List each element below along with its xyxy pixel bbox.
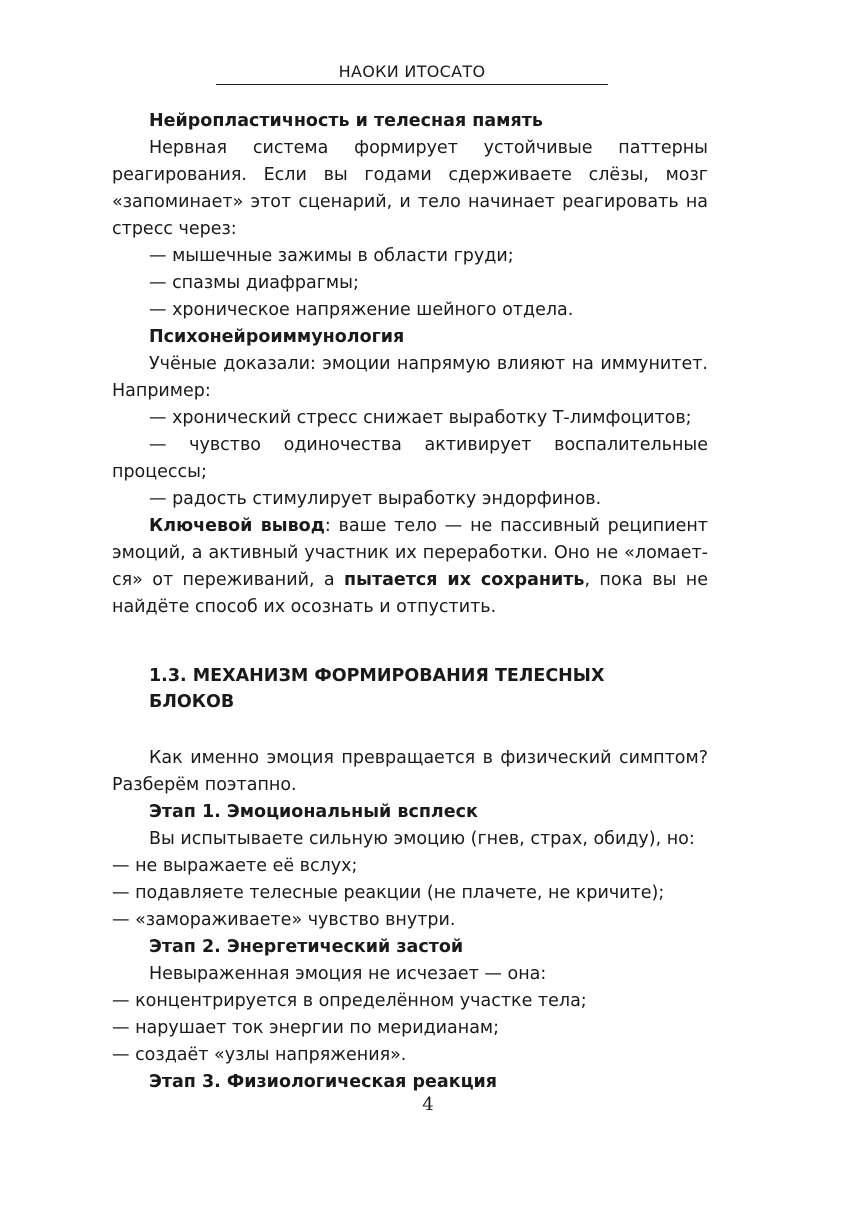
conclusion-paragraph [112,513,708,621]
list-item: — создаёт «узлы напряжения». [112,1045,407,1065]
stage-heading-2: Этап 2. Энергетический застой [149,937,464,957]
section-intro-neuroplasticity: Нервная система формирует устойчивые паттерны реагирования. Если вы годами сдерживаете слёзы, мозг «запоминает» этот сценарий, и тело начинает реагировать на стресс через: [112,138,708,239]
list-item: — нарушает ток энергии по меридианам; [112,1018,500,1038]
conclusion-text-1: : ваше тело — не пассивный реципиент эмоций, а активный участник их переработки. Оно не «ломается» от переживаний, а [112,516,708,590]
list-item: — концентрируется в определённом участке тела; [112,991,587,1011]
list-item: — чувство одиночества активирует воспалительные процессы; [112,435,708,482]
list-item: — хронический стресс снижает выработку Т-лимфоцитов; [149,408,692,428]
list-item: — спазмы диафрагмы; [149,273,359,293]
chapter-title [112,663,708,715]
stage-intro-2: Невыраженная эмоция не исчезает — она: [149,964,547,984]
section-heading-neuroplasticity: Нейропластичность и телесная память [149,111,543,131]
text-column [112,108,708,1096]
list-item: — мышечные зажимы в области груди; [149,246,514,266]
list-item: — «замораживаете» чувство внутри. [112,910,456,930]
chapter-title-line-1: 1.3. МЕХАНИЗМ ФОРМИРОВАНИЯ ТЕЛЕСНЫХ [149,666,605,686]
stage-heading-1: Этап 1. Эмоциональный всплеск [149,802,478,822]
chapter-title-line-2: БЛОКОВ [149,692,235,712]
section-heading-psychoneuroimmunology: Психонейроиммунология [149,327,405,347]
running-header: НАОКИ ИТОСАТО [216,62,608,85]
section-intro-psychoneuroimmunology: Учёные доказали: эмоции напрямую влияют на иммунитет. Например: [112,354,708,401]
list-item: — хроническое напряжение шейного отдела. [149,300,574,320]
conclusion-text-2: , пока вы не найдёте способ их осознать и отпустить. [112,570,708,617]
stage-heading-3: Этап 3. Физиологическая реакция [149,1072,498,1092]
list-item: — не выражаете её вслух; [112,856,358,876]
conclusion-lead: Ключевой вывод [149,516,325,536]
page-number: 4 [422,1094,434,1115]
list-item: — подавляете телесные реакции (не плачете, не кричите); [112,883,665,903]
chapter-intro: Как именно эмоция превращается в физический симптом? Разберём поэтапно. [112,748,708,795]
conclusion-emphasis: пытается их сохранить [344,570,585,590]
stage-intro-1: Вы испытываете сильную эмоцию (гнев, страх, обиду), но: [149,829,695,849]
list-item: — радость стимулирует выработку эндорфинов. [149,489,602,509]
